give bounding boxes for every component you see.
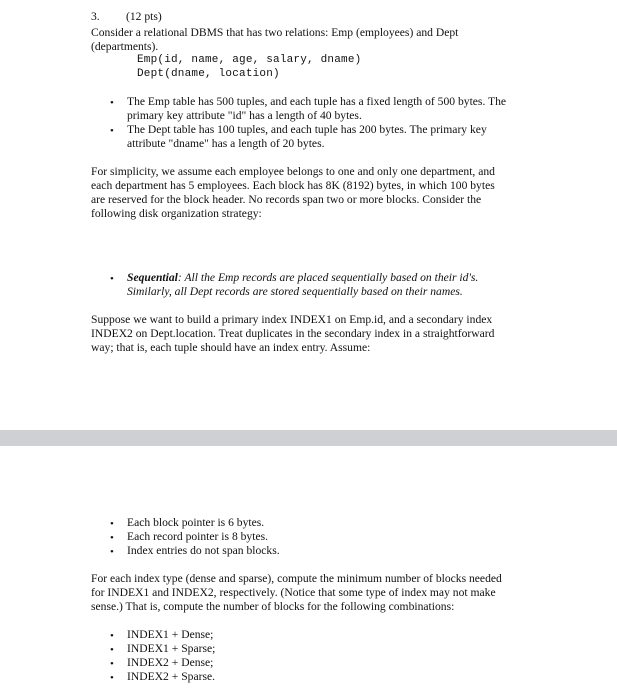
combination-item: INDEX1 + Sparse; [127,642,216,655]
schema-emp: Emp(id, name, age, salary, dname) [137,54,362,66]
simplicity-text-line: each department has 5 employees. Each block has 8K (8192) bytes, in which 100 bytes [91,179,495,192]
schema-dept: Dept(dname, location) [137,68,280,80]
intro-text-line: Consider a relational DBMS that has two relations: Emp (employees) and Dept [91,26,459,39]
simplicity-text-line: are reserved for the block header. No records span two or more blocks. Consider the [91,193,482,206]
emp-table-line: primary key attribute "id" has a length of 40 bytes. [127,109,362,122]
bullet-icon: • [110,97,114,109]
bullet-icon: • [110,532,114,544]
strategy-description: : All the Emp records are placed sequentially based on their id's. [177,271,479,284]
emp-table-line: The Emp table has 500 tuples, and each tuple has a fixed length of 500 bytes. The [127,95,507,108]
assumption-item: Each record pointer is 8 bytes. [127,530,269,543]
combination-item: INDEX1 + Dense; [127,628,214,641]
bullet-icon: • [110,518,114,530]
bullet-icon: • [110,630,114,642]
suppose-text-line: way; that is, each tuple should have an index entry. Assume: [91,341,371,354]
combination-item: INDEX2 + Sparse. [127,670,216,683]
page-break-divider [0,430,617,446]
bullet-icon: • [110,546,114,558]
question-points: (12 pts) [126,10,162,23]
assumption-item: Index entries do not span blocks. [127,544,280,557]
bullet-icon: • [110,672,114,684]
suppose-text-line: INDEX2 on Dept.location. Treat duplicates in the secondary index in a straightforward [91,327,495,340]
simplicity-text-line: For simplicity, we assume each employee belongs to one and only one department, and [91,165,495,178]
simplicity-text-line: following disk organization strategy: [91,207,262,220]
intro-text-line: (departments). [91,40,159,53]
task-text-line: for INDEX1 and INDEX2, respectively. (Notice that some type of index may not make [91,586,496,599]
suppose-text-line: Suppose we want to build a primary index INDEX1 on Emp.id, and a secondary index [91,313,493,326]
dept-table-line: attribute "dname" has a length of 20 bytes. [127,137,325,150]
task-text-line: sense.) That is, compute the number of blocks for the following combinations: [91,600,455,613]
strategy-label: Sequential [127,271,178,284]
task-text-line: For each index type (dense and sparse), compute the minimum number of blocks needed [91,572,502,585]
strategy-line [127,271,478,285]
assumption-item: Each block pointer is 6 bytes. [127,516,265,529]
bullet-icon: • [110,658,114,670]
combination-item: INDEX2 + Dense; [127,656,214,669]
bullet-icon: • [110,644,114,656]
bullet-icon: • [110,273,114,285]
strategy-line: Similarly, all Dept records are stored sequentially based on their names. [127,285,463,298]
dept-table-line: The Dept table has 100 tuples, and each tuple has 200 bytes. The primary key [127,123,487,136]
document-page-bottom [0,446,617,700]
bullet-icon: • [110,125,114,137]
question-number: 3. [91,10,100,23]
